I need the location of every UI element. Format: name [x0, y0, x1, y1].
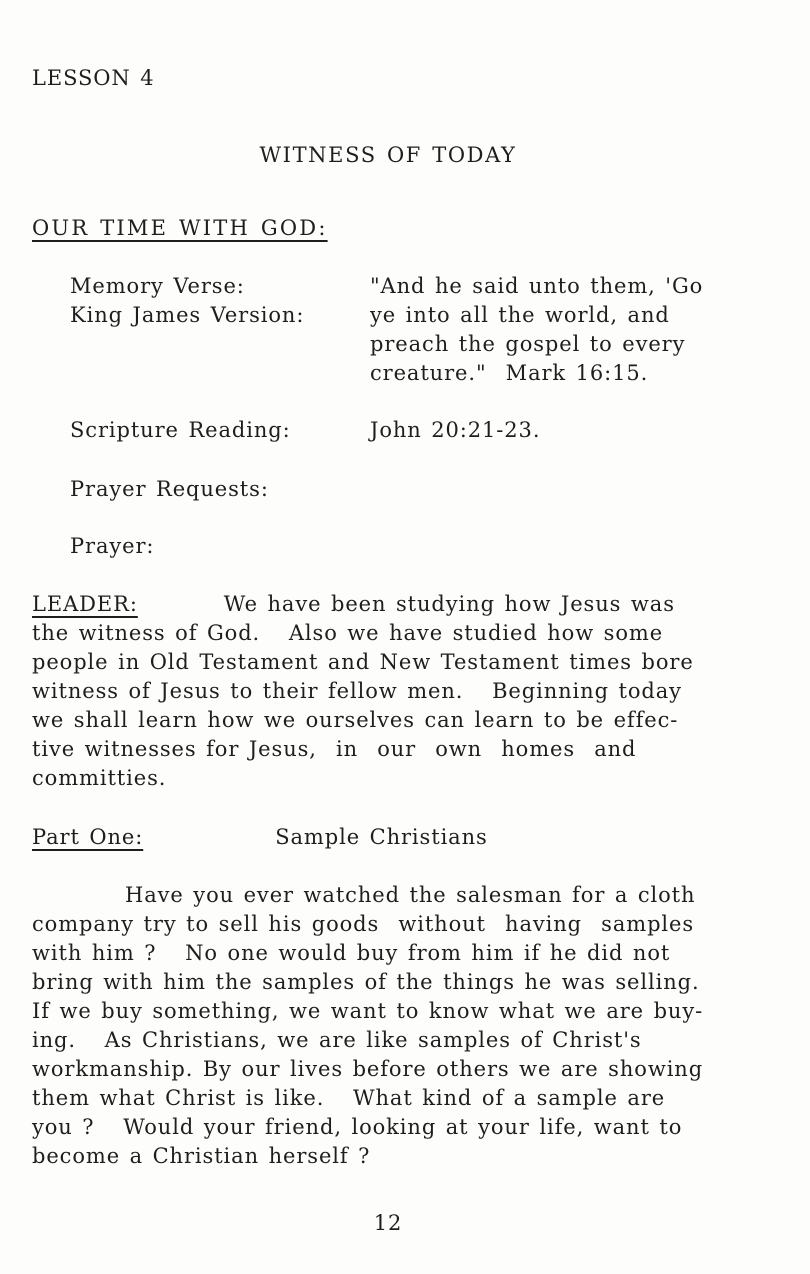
- text-line: tive witnesses for Jesus, in our own homes and: [32, 737, 637, 761]
- text-line: people in Old Testament and New Testament times bore: [32, 650, 694, 674]
- text-line: creature." Mark 16:15.: [370, 361, 649, 385]
- text-line: committies.: [32, 766, 167, 790]
- text-line: ye into all the world, and: [370, 303, 670, 327]
- section-heading: [32, 214, 744, 243]
- page-number: 12: [373, 1211, 403, 1235]
- prayer-requests-label: Prayer Requests:: [70, 477, 269, 501]
- prayer-label: Prayer:: [70, 534, 155, 558]
- text-line: workmanship. By our lives before others we are showing: [32, 1057, 704, 1081]
- text-line: If we buy something, we want to know what we are buy-: [32, 999, 704, 1023]
- body-paragraph: [32, 881, 744, 1171]
- text-line: become a Christian herself ?: [32, 1144, 371, 1168]
- leader-paragraph: [32, 590, 744, 793]
- text-line: witness of Jesus to their fellow men. Beginning today: [32, 679, 682, 703]
- text-line: we shall learn how we ourselves can learn to be effec-: [32, 708, 679, 732]
- memory-verse-text: [370, 272, 744, 388]
- memory-verse-labels: [70, 272, 370, 388]
- scripture-reading-label: Scripture Reading:: [70, 418, 291, 442]
- text-line: Memory Verse:: [70, 274, 245, 298]
- part-one-label: Part One:: [32, 825, 144, 849]
- text-line: King James Version:: [70, 303, 305, 327]
- text-line: them what Christ is like. What kind of a sample are: [32, 1086, 666, 1110]
- part-one-row: [32, 823, 744, 852]
- scripture-reading-value: John 20:21-23.: [370, 418, 541, 442]
- page-title: WITNESS OF TODAY: [259, 143, 517, 167]
- text-line: bring with him the samples of the things he was selling.: [32, 970, 700, 994]
- body-paragraph-lines: [32, 910, 744, 1171]
- leader-lines: [32, 619, 744, 793]
- text-line: "And he said unto them, 'Go: [370, 274, 704, 298]
- body-paragraph-first-line: Have you ever watched the salesman for a cloth: [125, 883, 696, 907]
- scripture-reading-row: [32, 416, 744, 445]
- leader-label: LEADER:: [32, 592, 138, 616]
- lesson-label: LESSON 4: [32, 66, 155, 90]
- text-line: ing. As Christians, we are like samples of Christ's: [32, 1028, 642, 1052]
- text-line: company try to sell his goods without having samples: [32, 912, 695, 936]
- leader-first-line-text: We have been studying how Jesus was: [223, 592, 675, 616]
- leader-first-line: [32, 590, 744, 619]
- text-line: preach the gospel to every: [370, 332, 686, 356]
- text-line: the witness of God. Also we have studied how some: [32, 621, 664, 645]
- section-heading-text: OUR TIME WITH GOD:: [32, 216, 328, 240]
- text-line: you ? Would your friend, looking at your life, want to: [32, 1115, 683, 1139]
- text-line: with him ? No one would buy from him if he did not: [32, 941, 671, 965]
- memory-verse-row: [32, 272, 744, 388]
- part-one-title: Sample Christians: [275, 825, 488, 849]
